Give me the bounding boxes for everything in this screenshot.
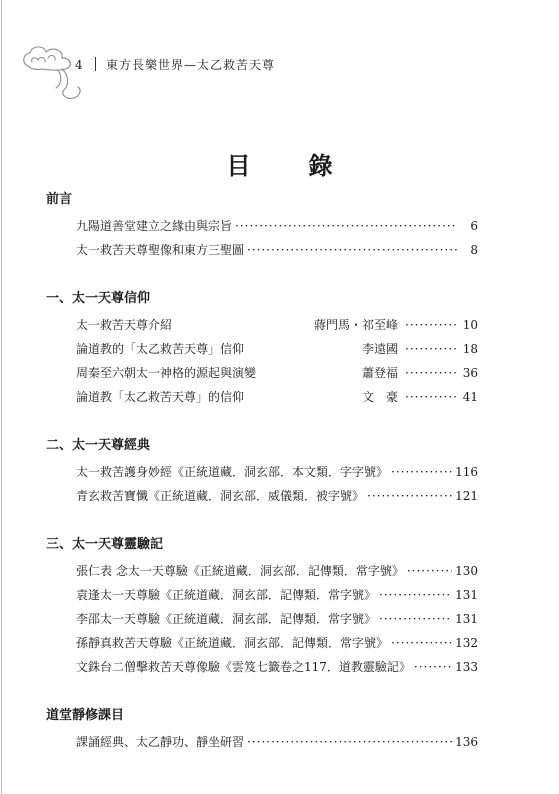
section-heading: 三、太一天尊靈驗記 (46, 537, 164, 552)
entry-page-number: 18 (462, 342, 478, 356)
entry-title: 孫靜真救苦天尊驗《正統道藏．洞玄部．記傳類．常字號》 (76, 636, 389, 650)
running-title: 東方長樂世界—太乙救苦天尊 (106, 58, 276, 72)
entry-page-number: 131 (455, 588, 478, 602)
toc-section (46, 705, 478, 754)
entry-page-number: 8 (470, 243, 478, 257)
page-edge-line (1, 0, 2, 794)
page-number: 4 (75, 58, 84, 72)
dot-leader (379, 583, 452, 607)
entry-title: 袁逢太一天尊驗《正統道藏．洞玄部．記傳類．常字號》 (76, 588, 377, 602)
toc-entry[interactable] (46, 607, 478, 631)
dot-leader (414, 655, 452, 679)
toc-entry[interactable] (46, 730, 478, 754)
dot-leader (247, 730, 452, 754)
entry-title: 論道教的「太乙救苦天尊」信仰 (76, 342, 245, 356)
dot-leader (367, 484, 452, 508)
entry-page-number: 10 (462, 318, 478, 332)
entry-author: 李遠國 (361, 342, 398, 356)
entry-author: 蔣門馬・祁至峰 (313, 318, 398, 332)
entry-title: 太一救苦天尊介紹 (76, 318, 173, 332)
dot-leader (247, 238, 457, 262)
entry-author: 蕭登福 (361, 366, 398, 380)
section-heading: 一、太一天尊信仰 (46, 291, 151, 306)
toc-entry[interactable] (46, 655, 478, 679)
toc-entry[interactable] (46, 631, 478, 655)
entry-page-number: 136 (455, 735, 478, 749)
entry-title: 張仁表 念太一天尊驗《正統道藏．洞玄部．記傳類．常字號》 (76, 564, 404, 578)
table-of-contents (46, 189, 478, 780)
toc-entry[interactable] (46, 559, 478, 583)
toc-entry[interactable] (46, 583, 478, 607)
entry-page-number: 121 (455, 489, 478, 503)
entry-page-number: 133 (455, 660, 478, 674)
toc-entry[interactable] (46, 337, 478, 361)
entry-page-number: 132 (455, 636, 478, 650)
dot-leader (405, 361, 457, 385)
entry-title: 文銖台二僧擊救苦天尊像驗《雲笈七籤卷之117．道教靈驗記》 (76, 660, 411, 674)
entry-page-number: 131 (455, 612, 478, 626)
page-title: 目錄 (226, 151, 391, 180)
entry-author: 文 豪 (361, 390, 398, 404)
dot-leader (405, 313, 457, 337)
dot-leader (235, 214, 457, 238)
toc-section (46, 189, 478, 262)
toc-entry[interactable] (46, 460, 478, 484)
dot-leader (391, 460, 452, 484)
entry-page-number: 36 (462, 366, 478, 380)
header-divider (95, 57, 96, 71)
toc-entry[interactable] (46, 238, 478, 262)
dot-leader (379, 607, 452, 631)
entry-page-number: 41 (462, 390, 478, 404)
entry-title: 太一救苦天尊聖像和東方三聖圖 (76, 243, 245, 257)
running-header (75, 56, 275, 73)
entry-page-number: 130 (455, 564, 478, 578)
section-heading: 前言 (46, 192, 73, 207)
section-heading: 二、太一天尊經典 (46, 438, 151, 453)
entry-page-number: 116 (455, 465, 478, 479)
toc-entry[interactable] (46, 385, 478, 409)
dot-leader (407, 559, 452, 583)
toc-entry[interactable] (46, 313, 478, 337)
entry-title: 周秦至六朝太一神格的源起與演變 (76, 366, 257, 380)
entry-title: 課誦經典、太乙靜功、靜坐研習 (76, 735, 245, 749)
toc-entry[interactable] (46, 361, 478, 385)
toc-entry[interactable] (46, 484, 478, 508)
entry-title: 青玄救苦寶懺《正統道藏．洞玄部．威儀類．被字號》 (76, 489, 365, 503)
entry-page-number: 6 (470, 219, 478, 233)
dot-leader (405, 337, 457, 361)
entry-title: 論道教「太乙救苦天尊」的信仰 (76, 390, 245, 404)
entry-title: 太一救苦護身妙經《正統道藏．洞玄部．本文類．字字號》 (76, 465, 389, 479)
toc-section (46, 534, 478, 679)
toc-section (46, 435, 478, 508)
entry-title: 李邵太一天尊驗《正統道藏．洞玄部．記傳類．常字號》 (76, 612, 377, 626)
dot-leader (405, 385, 457, 409)
toc-section (46, 288, 478, 409)
toc-entry[interactable] (46, 214, 478, 238)
dot-leader (391, 631, 452, 655)
entry-title: 九陽道善堂建立之緣由與宗旨 (76, 219, 233, 233)
section-heading: 道堂靜修課目 (46, 708, 125, 723)
